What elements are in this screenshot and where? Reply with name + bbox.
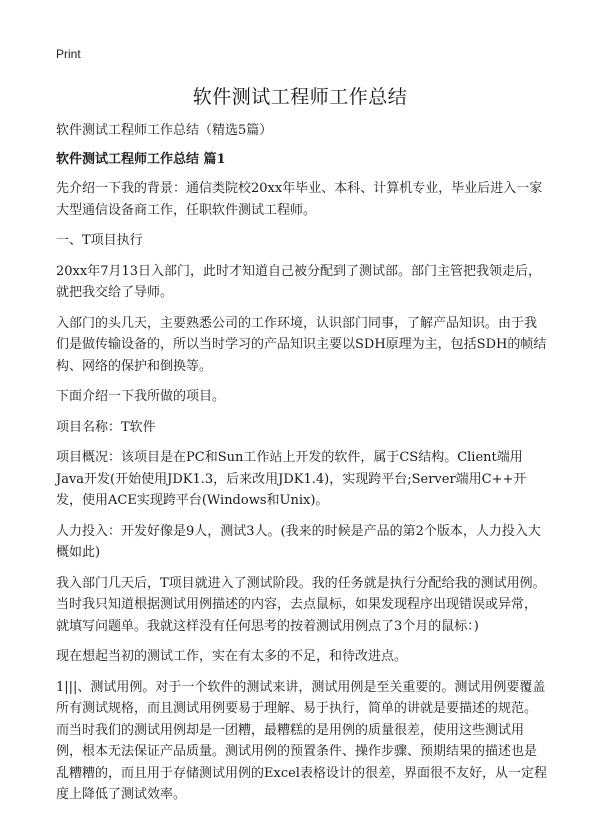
paragraph-project-heading: 一、T项目执行 (56, 233, 143, 248)
paragraph-project-intro: 下面介绍一下我所做的项目。 (56, 389, 226, 404)
paragraph-reflection: 现在想起当初的测试工作，实在有太多的不足，和待改进点。 (56, 649, 408, 664)
print-label[interactable]: Print (56, 47, 81, 61)
paragraph-background: 先介绍一下我的背景：通信类院校20xx年毕业、本科、计算机专业，毕业后进入一家大型通信设备商工作，任职软件测试工程师。 (56, 181, 543, 218)
paragraph-test-cases: 1|||、测试用例。对于一个软件的测试来讲，测试用例是至关重要的。测试用例要覆盖所有测试规格，而且测试用例要易于理解、易于执行，简单的讲就是要描述的规范。而当时我们的测试用例却是一团糟，最糟糕的是用例的质量很差，使用这些测试用例，根本无法保证产品质量。测试用例的预置条件、操作步骤、预期结果的描述也是乱糟糟的，而且用于存储测试用例的Excel表格设计的很差，界面很不友好，从一定程度上降低了测试效率。 (56, 679, 547, 802)
document-body (56, 120, 548, 815)
paragraph-project-name: 项目名称：T软件 (56, 419, 156, 435)
paragraph-staffing: 人力投入：开发好像是9人，测试3人。(我来的时候是产品的第2个版本，人力投入大概如此) (56, 523, 541, 560)
paragraph-testing-phase: 我入部门几天后，T项目就进入了测试阶段。我的任务就是执行分配给我的测试用例。当时我只知道根据测试用例描述的内容，去点鼠标，如果发现程序出现错误或异常，就填写问题单。我就这样没有任何思考的按着测试用例点了3个月的鼠标：) (56, 575, 546, 634)
document-title: 软件测试工程师工作总结 (192, 86, 408, 108)
section-heading: 软件测试工程师工作总结 篇1 (56, 151, 226, 167)
paragraph-join-date: 20xx年7月13日入部门，此时才知道自己被分配到了测试部。部门主管把我领走后，就把我交给了导师。 (56, 263, 542, 300)
paragraph-first-days: 入部门的头几天，主要熟悉公司的工作环境，认识部门同事，了解产品知识。由于我们是做传输设备的，所以当时学习的产品知识主要以SDH原理为主，包括SDH的帧结构、网络的保护和倒换等。 (56, 315, 547, 374)
document-subtitle: 软件测试工程师工作总结（精选5篇） (56, 123, 273, 138)
paragraph-project-overview: 项目概况：该项目是在PC和Sun工作站上开发的软件，属于CS结构。Client端用Java开发(开始使用JDK1.3，后来改用JDK1.4)，实现跨平台;Server端用C++开发，使用ACE实现跨平台(Windows和Unix)。 (56, 450, 527, 508)
